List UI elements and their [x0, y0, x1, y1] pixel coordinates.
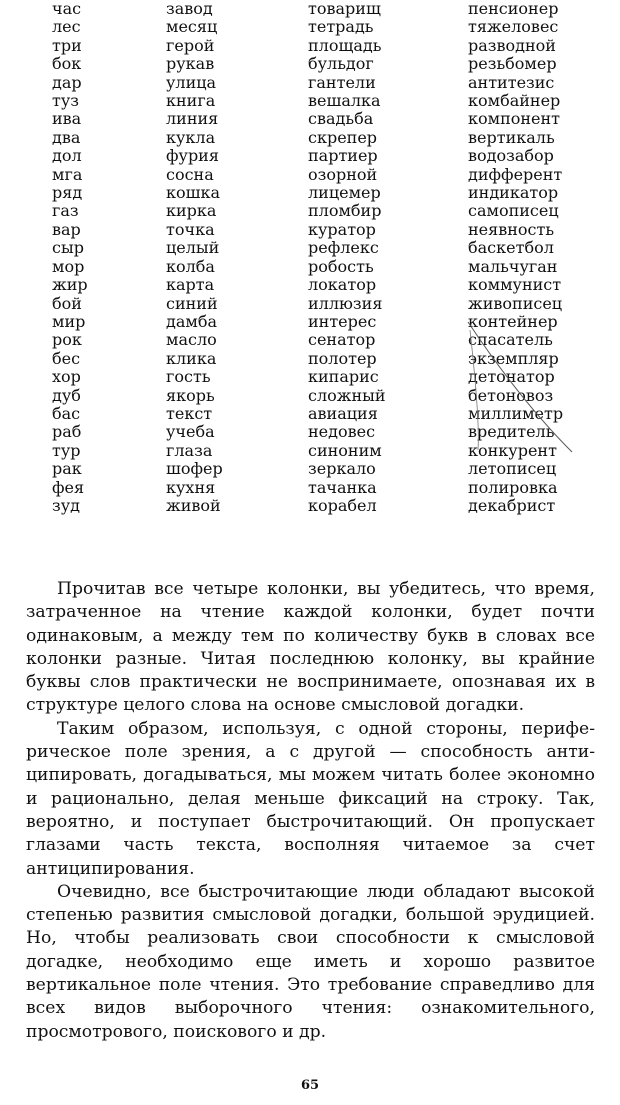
word-item: линия — [166, 109, 219, 129]
word-item: сложный — [308, 385, 386, 405]
word-item: антитезис — [468, 72, 555, 92]
word-item: бок — [52, 54, 82, 74]
word-item: комбайнер — [468, 91, 561, 111]
word-item: бес — [52, 348, 81, 368]
word-item: водозабор — [468, 146, 554, 166]
word-item: газ — [52, 201, 79, 221]
word-item: декабрист — [468, 495, 556, 515]
word-item: разводной — [468, 35, 556, 55]
word-item: партиер — [308, 146, 378, 166]
word-table — [0, 0, 620, 525]
word-item: рак — [52, 459, 82, 479]
word-item: баскетбол — [468, 238, 554, 258]
word-item: дол — [52, 146, 82, 166]
word-item: тяжеловес — [468, 17, 559, 37]
word-column-2 — [166, 0, 223, 515]
word-item: тачанка — [308, 477, 377, 497]
word-item: детонатор — [468, 367, 555, 387]
word-item: площадь — [308, 35, 382, 55]
word-item: дифферент — [468, 164, 563, 184]
word-item: текст — [166, 403, 213, 423]
word-item: мга — [52, 164, 83, 184]
word-item: иллюзия — [308, 293, 383, 313]
word-item: мир — [52, 311, 86, 331]
word-item: учеба — [166, 422, 215, 442]
word-item: фея — [52, 477, 85, 497]
word-item: куратор — [308, 219, 376, 239]
word-item: зеркало — [308, 459, 376, 479]
word-item: неявность — [468, 219, 555, 239]
word-item: кирка — [166, 201, 217, 221]
paragraph-3: Очевидно, все быстрочитающие люди обладают высокой степенью развития смысловой догадки, большой эрудицией. Но, чтобы реализовать свои способности к смысловой догадке, необходимо еще иметь и хорошо развитое вертикальное поле чтения. Это требование справедливо для всех видов выборочного чтения: ознакомительного, просмотрового, поискового и др. — [26, 881, 595, 1042]
word-item: лицемер — [308, 183, 381, 203]
word-item: два — [52, 127, 81, 147]
paragraph-1: Прочитав все четыре колонки, вы убедитесь, что время, затраченное на чтение каждой колонки, будет почти одинаковым, а между тем по количеству букв в словах все колонки разные. Читая последнюю колонку, вы крайние буквы слов практически не воспринимаете, опознавая их в структуре целого слова на основе смысловой догадки. — [26, 579, 595, 716]
word-item: лес — [52, 17, 81, 37]
word-item: сыр — [52, 238, 84, 258]
word-item: сенатор — [308, 330, 376, 350]
word-item: локатор — [308, 275, 377, 295]
word-item: вар — [52, 219, 81, 239]
word-item: клика — [166, 348, 217, 368]
word-item: скрепер — [308, 127, 378, 147]
page-number: 65 — [300, 1078, 320, 1093]
word-column-1 — [52, 0, 88, 515]
word-item: сосна — [166, 164, 214, 184]
word-item: кухня — [166, 477, 216, 497]
word-item: миллиметр — [468, 403, 564, 423]
word-item: час — [52, 0, 82, 18]
word-item: озорной — [308, 164, 378, 184]
word-item: синий — [166, 293, 218, 313]
word-item: бетоновоз — [468, 385, 554, 405]
word-item: три — [52, 35, 82, 55]
word-item: завод — [166, 0, 213, 18]
word-item: туз — [52, 91, 79, 111]
word-item: рефлекс — [308, 238, 379, 258]
word-item: корабел — [308, 495, 377, 515]
word-item: полотер — [308, 348, 377, 368]
word-item: спасатель — [468, 330, 553, 350]
word-item: коммунист — [468, 275, 562, 295]
word-item: синоним — [308, 440, 382, 460]
word-item: самописец — [468, 201, 559, 221]
word-item: ряд — [52, 183, 83, 203]
word-item: кипарис — [308, 367, 379, 387]
word-item: шофер — [166, 459, 223, 479]
word-item: зуд — [52, 495, 80, 515]
word-item: бас — [52, 403, 81, 423]
word-item: точка — [166, 219, 215, 239]
word-item: рок — [52, 330, 82, 350]
word-item: конкурент — [468, 440, 557, 460]
word-item: робость — [308, 256, 374, 276]
word-item: глаза — [166, 440, 213, 460]
word-item: недовес — [308, 422, 376, 442]
word-item: индикатор — [468, 183, 559, 203]
word-item: герой — [166, 35, 215, 55]
word-item: жир — [52, 275, 88, 295]
word-item: книга — [166, 91, 216, 111]
word-item: раб — [52, 422, 82, 442]
word-item: вертикаль — [468, 127, 555, 147]
word-column-4 — [468, 0, 563, 515]
word-column-3 — [308, 0, 386, 515]
word-item: живописец — [468, 293, 563, 313]
word-item: фурия — [166, 146, 219, 166]
word-item: дар — [52, 72, 82, 92]
word-item: мальчуган — [468, 256, 558, 276]
word-item: колба — [166, 256, 215, 276]
word-item: тетрадь — [308, 17, 374, 37]
word-item: живой — [166, 495, 221, 515]
word-item: улица — [166, 72, 217, 92]
word-item: дуб — [52, 385, 81, 405]
word-item: мор — [52, 256, 85, 276]
word-item: хор — [52, 367, 81, 387]
word-item: вешалка — [308, 91, 381, 111]
word-item: пломбир — [308, 201, 382, 221]
word-item: месяц — [166, 17, 218, 37]
word-item: авиация — [308, 403, 378, 423]
word-item: целый — [166, 238, 220, 258]
word-item: бульдог — [308, 54, 374, 74]
word-item: экземпляр — [468, 348, 559, 368]
word-item: карта — [166, 275, 215, 295]
word-item: резьбомер — [468, 54, 557, 74]
word-item: гантели — [308, 72, 376, 92]
word-item: бой — [52, 293, 82, 313]
word-item: вредитель — [468, 422, 555, 442]
word-item: кошка — [166, 183, 221, 203]
word-item: гость — [166, 367, 211, 387]
word-item: кукла — [166, 127, 216, 147]
word-item: рукав — [166, 54, 215, 74]
word-item: пенсионер — [468, 0, 559, 18]
word-item: масло — [166, 330, 217, 350]
paragraph-2: Таким образом, используя, с одной стороны, периферическое поле зрения, а с другой — способность антиципировать, догадываться, мы можем читать более экономно и рационально, делая меньше фиксаций на строку. Так, вероятно, и поступает быстрочитающий. Он пропускает глазами часть текста, восполняя читаемое за счет антиципирования. — [26, 718, 595, 879]
word-item: летописец — [468, 459, 557, 479]
word-item: якорь — [166, 385, 215, 405]
word-item: контейнер — [468, 311, 558, 331]
word-item: компонент — [468, 109, 561, 129]
word-item: полировка — [468, 477, 558, 497]
word-item: свадьба — [308, 109, 374, 129]
word-item: товарищ — [308, 0, 381, 18]
word-item: ива — [52, 109, 82, 129]
body-text — [26, 578, 595, 1044]
word-item: тур — [52, 440, 81, 460]
word-item: дамба — [166, 311, 218, 331]
word-item: интерес — [308, 311, 377, 331]
